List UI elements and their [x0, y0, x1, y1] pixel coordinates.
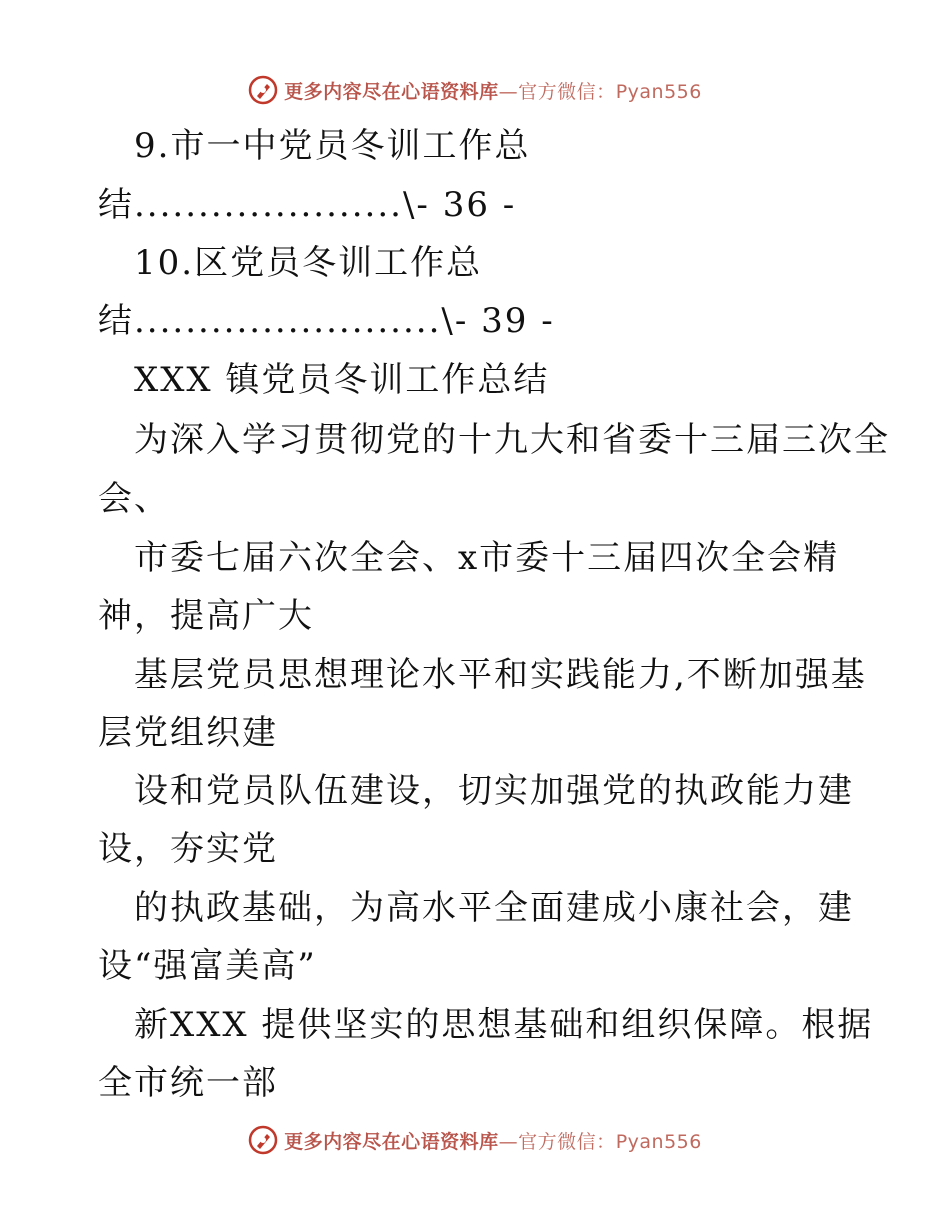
- paragraph-line: 会、: [98, 479, 170, 519]
- footer-banner: [0, 1120, 950, 1160]
- paragraph-line: 设，夯实党: [98, 829, 278, 869]
- banner-text: [284, 1127, 702, 1154]
- paragraph-line: 设“强富美高”: [98, 946, 317, 986]
- paragraph-line: 基层党员思想理论水平和实践能力,不断加强基: [134, 655, 867, 695]
- banner-brand: 更多内容尽在心语资料库: [284, 80, 499, 103]
- paragraph-line: 设和党员队伍建设，切实加强党的执政能力建: [134, 771, 854, 811]
- paragraph-line: 市委七届六次全会、x市委十三届四次全会精: [134, 538, 840, 578]
- section-title: XXX 镇党员冬训工作总结: [134, 360, 550, 400]
- banner-brand: 更多内容尽在心语资料库: [284, 1130, 499, 1153]
- toc-entry-9-title: 9.市一中党员冬训工作总: [134, 126, 531, 166]
- banner-wechat-id: Pyan556: [615, 80, 702, 103]
- paragraph-line: 层党组织建: [98, 713, 278, 753]
- banner-separator: —: [498, 1130, 519, 1153]
- banner-separator: —: [498, 80, 519, 103]
- paragraph-line: 全市统一部: [98, 1063, 278, 1103]
- paragraph-line: 神，提高广大: [98, 596, 314, 636]
- toc-entry-10-title: 10.区党员冬训工作总: [134, 243, 483, 283]
- pen-circle-logo-icon: [248, 75, 278, 105]
- pen-circle-logo-icon: [248, 1125, 278, 1155]
- banner-official: 官方微信：: [518, 1130, 616, 1153]
- header-banner: [0, 70, 950, 110]
- toc-entry-9-leader: 结.....................\- 36 -: [98, 185, 517, 225]
- banner-wechat-id: Pyan556: [615, 1130, 702, 1153]
- paragraph-line: 新XXX 提供坚实的思想基础和组织保障。根据: [134, 1005, 874, 1045]
- toc-entry-10-leader: 结........................\- 39 -: [98, 301, 555, 341]
- banner-official: 官方微信：: [518, 80, 616, 103]
- paragraph-line: 为深入学习贯彻党的十九大和省委十三届三次全: [134, 420, 890, 460]
- banner-text: [284, 77, 702, 104]
- paragraph-line: 的执政基础，为高水平全面建成小康社会，建: [134, 888, 854, 928]
